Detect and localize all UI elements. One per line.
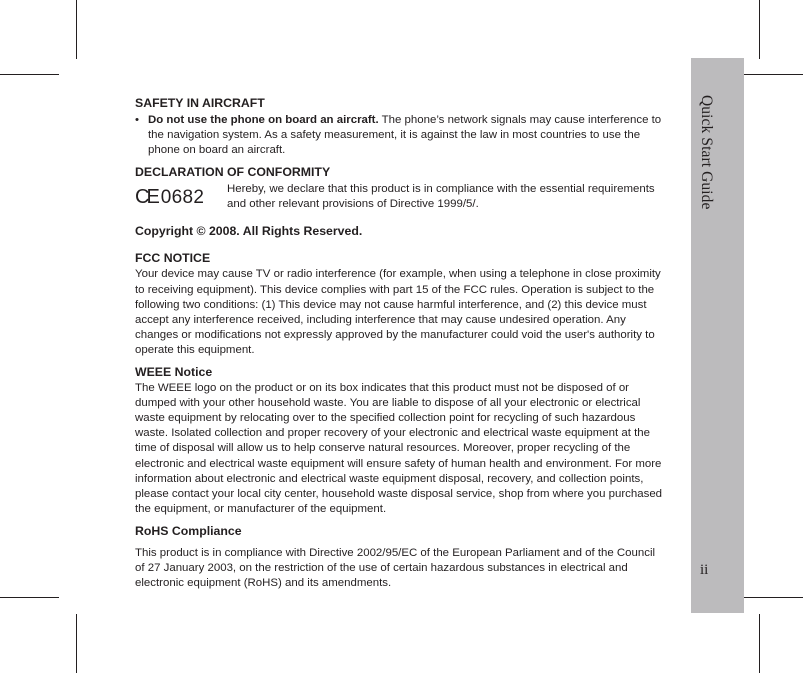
weee-title: WEEE Notice — [135, 365, 213, 380]
copyright: Copyright © 2008. All Rights Reserved. — [135, 224, 363, 239]
fcc-text: Your device may cause TV or radio interference (for example, when using a telephone in close proximity to receiving equipment). This device complies with part 15 of the FCC rules. Operation is subject to the following two conditions: (1) This device may not cause harmful interference, and (2) this device must accept any interference received, including interference that may cause undesired operation. Any changes or modifications not expressly approved by the manufacturer could void the user's authority to operate this equipment. — [135, 268, 661, 356]
safety-bullet — [135, 113, 663, 158]
conformity-text: Hereby, we declare that this product is in compliance with the essential requirements and other relevant provisions of Directive 1999/5/. — [227, 183, 655, 211]
ce-notified-body-code: 0682 — [160, 186, 205, 208]
conformity-title: DECLARATION OF CONFORMITY — [135, 165, 331, 180]
conformity-row — [135, 182, 663, 212]
weee-text: The WEEE logo on the product or on its box indicates that this product must not be disposed of or dumped with your other household waste. You are liable to dispose of all your electronic or electrical waste equipment by relocating over to the specified collection point for recycling of such hazardous waste. Isolated collection and proper recovery of your electronic and electrical waste equipment at the time of disposal will allow us to help conserve natural resources. Moreover, proper recycling of the electronic and electrical waste equipment will ensure safety of human health and environment. For more information about electronic and electrical waste equipment disposal, recovery, and collection points, please contact your local city center, household waste disposal service, shop from where you purchased the equipment, or manufacturer of the equipment. — [135, 382, 663, 515]
safety-bullet-body: The phone’s network signals may cause interference to the navigation system. As a safety measurement, it is against the law in most countries to use the phone on board an aircraft. — [148, 114, 662, 157]
side-tab-title: Quick Start Guide — [698, 95, 715, 210]
crop-mark-top-right-vertical — [759, 0, 760, 59]
crop-mark-top-left-vertical — [76, 0, 77, 59]
ce-logo — [135, 182, 227, 212]
crop-mark-top-left-horizontal — [0, 74, 59, 75]
crop-mark-bottom-left-horizontal — [0, 597, 59, 598]
crop-mark-bottom-right-horizontal — [744, 597, 803, 598]
safety-bullet-text — [148, 113, 663, 158]
rohs-title: RoHS Compliance — [135, 523, 242, 538]
crop-mark-bottom-right-vertical — [759, 614, 760, 673]
safety-title: SAFETY IN AIRCRAFT — [135, 96, 265, 110]
crop-mark-bottom-left-vertical — [76, 614, 77, 673]
rohs-text: This product is in compliance with Directive 2002/95/EC of the European Parliament and of the Council of 27 January 2003, on the restriction of the use of certain hazardous substances in electrical and electronic equipment (RoHS) and its amendments. — [135, 546, 656, 590]
document-content — [135, 96, 663, 591]
safety-bullet-lead: Do not use the phone on board an aircraft. — [148, 114, 379, 126]
ce-mark-icon: CE — [135, 186, 157, 209]
crop-mark-top-right-horizontal — [744, 74, 803, 75]
bullet-marker: • — [135, 114, 140, 126]
page-number: ii — [700, 562, 709, 578]
fcc-title: FCC NOTICE — [135, 251, 211, 266]
